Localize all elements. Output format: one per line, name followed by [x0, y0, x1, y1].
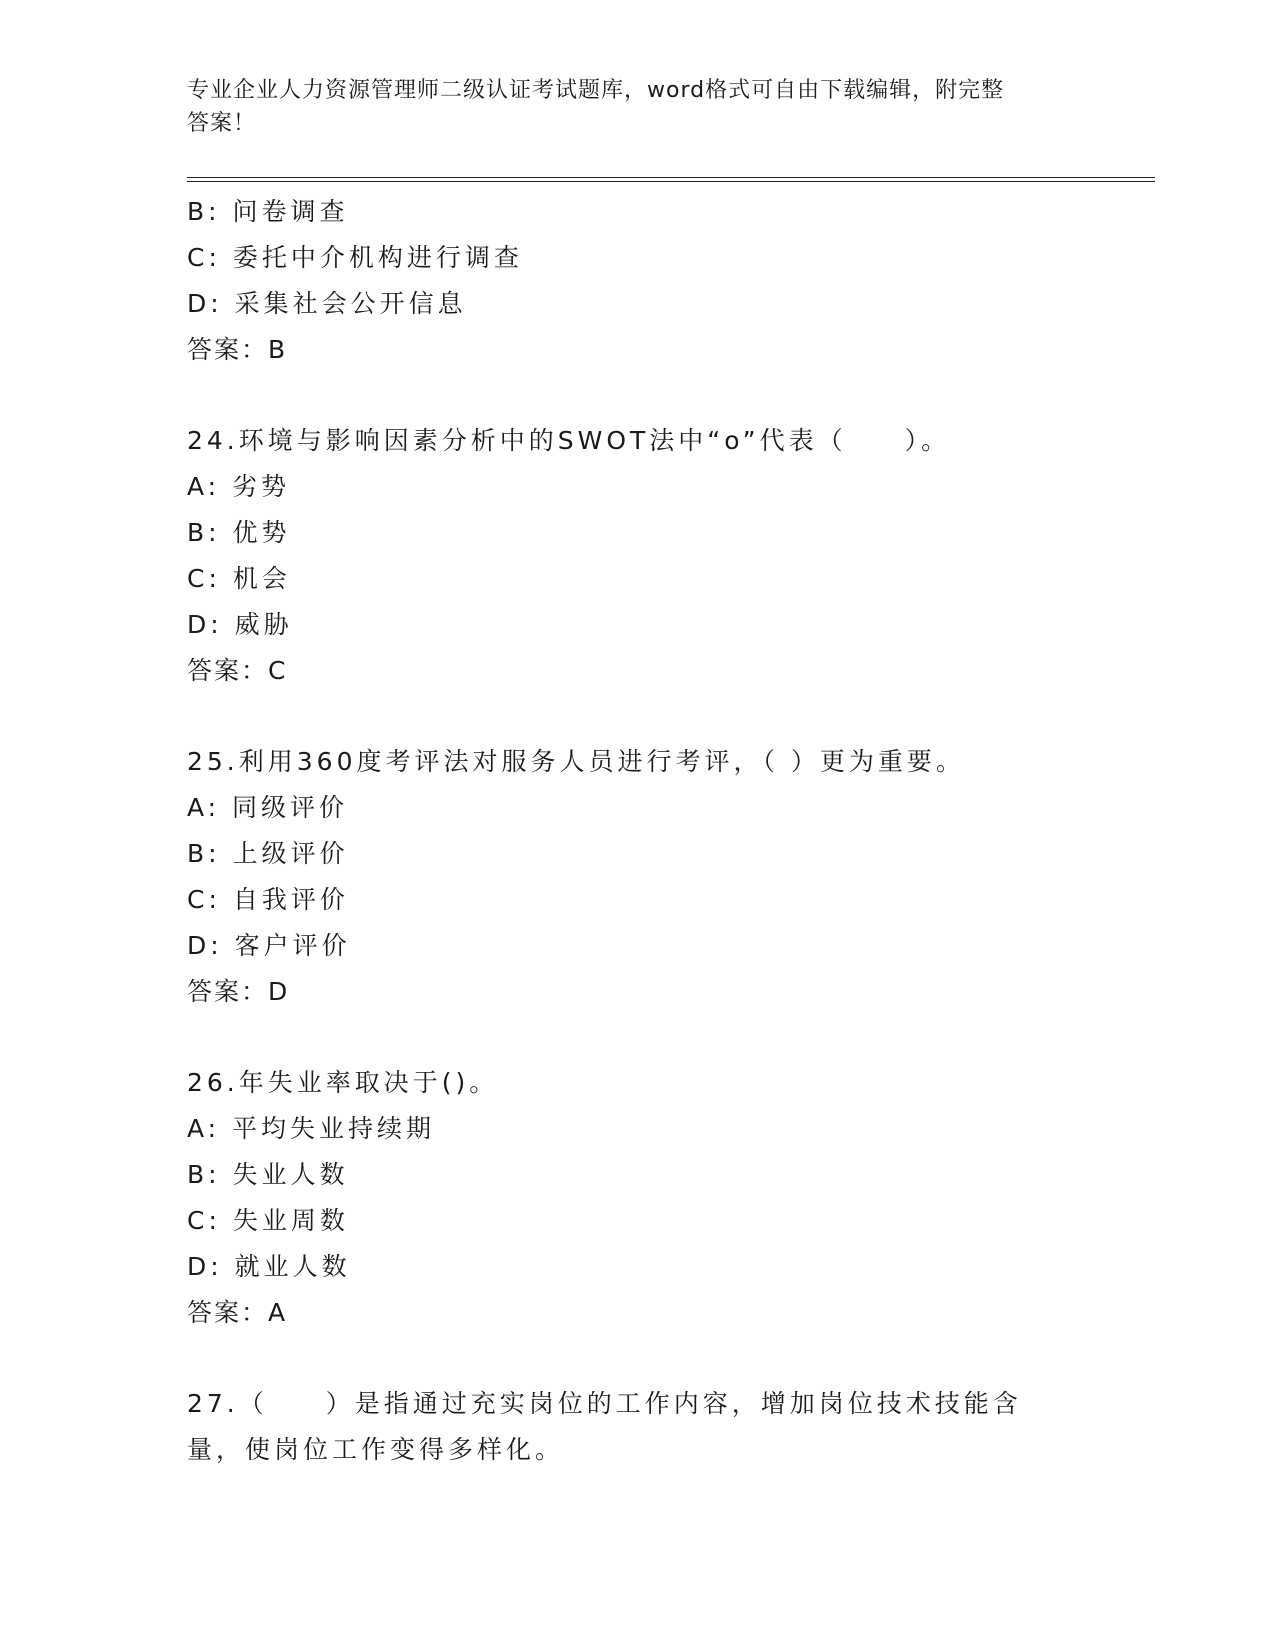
- option-d: D: 威胁: [187, 610, 293, 639]
- option-d: D: 客户评价: [187, 931, 351, 960]
- option-d: D: 采集社会公开信息: [187, 289, 467, 318]
- option-a: A: 劣势: [187, 472, 291, 501]
- option-b: B: 优势: [187, 518, 291, 547]
- answer-text: 答案：A: [187, 1298, 288, 1327]
- option-c: C: 失业周数: [187, 1206, 349, 1235]
- question-stem: 26.年失业率取决于()。: [187, 1068, 499, 1097]
- answer-text: 答案：C: [187, 656, 288, 685]
- question-stem: 27.（ ）是指通过充实岗位的工作内容，增加岗位技术技能含量，使岗位工作变得多样化。: [187, 1389, 1022, 1464]
- option-c: C: 委托中介机构进行调查: [187, 243, 523, 272]
- question-stem: 25.利用360度考评法对服务人员进行考评，（ ）更为重要。: [187, 747, 965, 776]
- header-divider: [187, 177, 1155, 182]
- document-header: [187, 74, 1067, 140]
- question-stem: 24.环境与影响因素分析中的SWOT法中“o”代表（ ）。: [187, 426, 951, 455]
- option-a: A: 同级评价: [187, 793, 349, 822]
- option-b: B: 失业人数: [187, 1160, 349, 1189]
- option-c: C: 自我评价: [187, 885, 349, 914]
- option-c: C: 机会: [187, 564, 291, 593]
- option-b: B: 问卷调查: [187, 197, 349, 226]
- option-a: A: 平均失业持续期: [187, 1114, 436, 1143]
- header-line-1: 专业企业人力资源管理师二级认证考试题库，word格式可自由下载编辑，附完整: [187, 78, 1005, 103]
- option-d: D: 就业人数: [187, 1252, 351, 1281]
- header-line-2: 答案！: [187, 111, 257, 136]
- option-b: B: 上级评价: [187, 839, 349, 868]
- answer-text: 答案：B: [187, 335, 288, 364]
- answer-text: 答案：D: [187, 977, 290, 1006]
- question-list: [187, 189, 1155, 1473]
